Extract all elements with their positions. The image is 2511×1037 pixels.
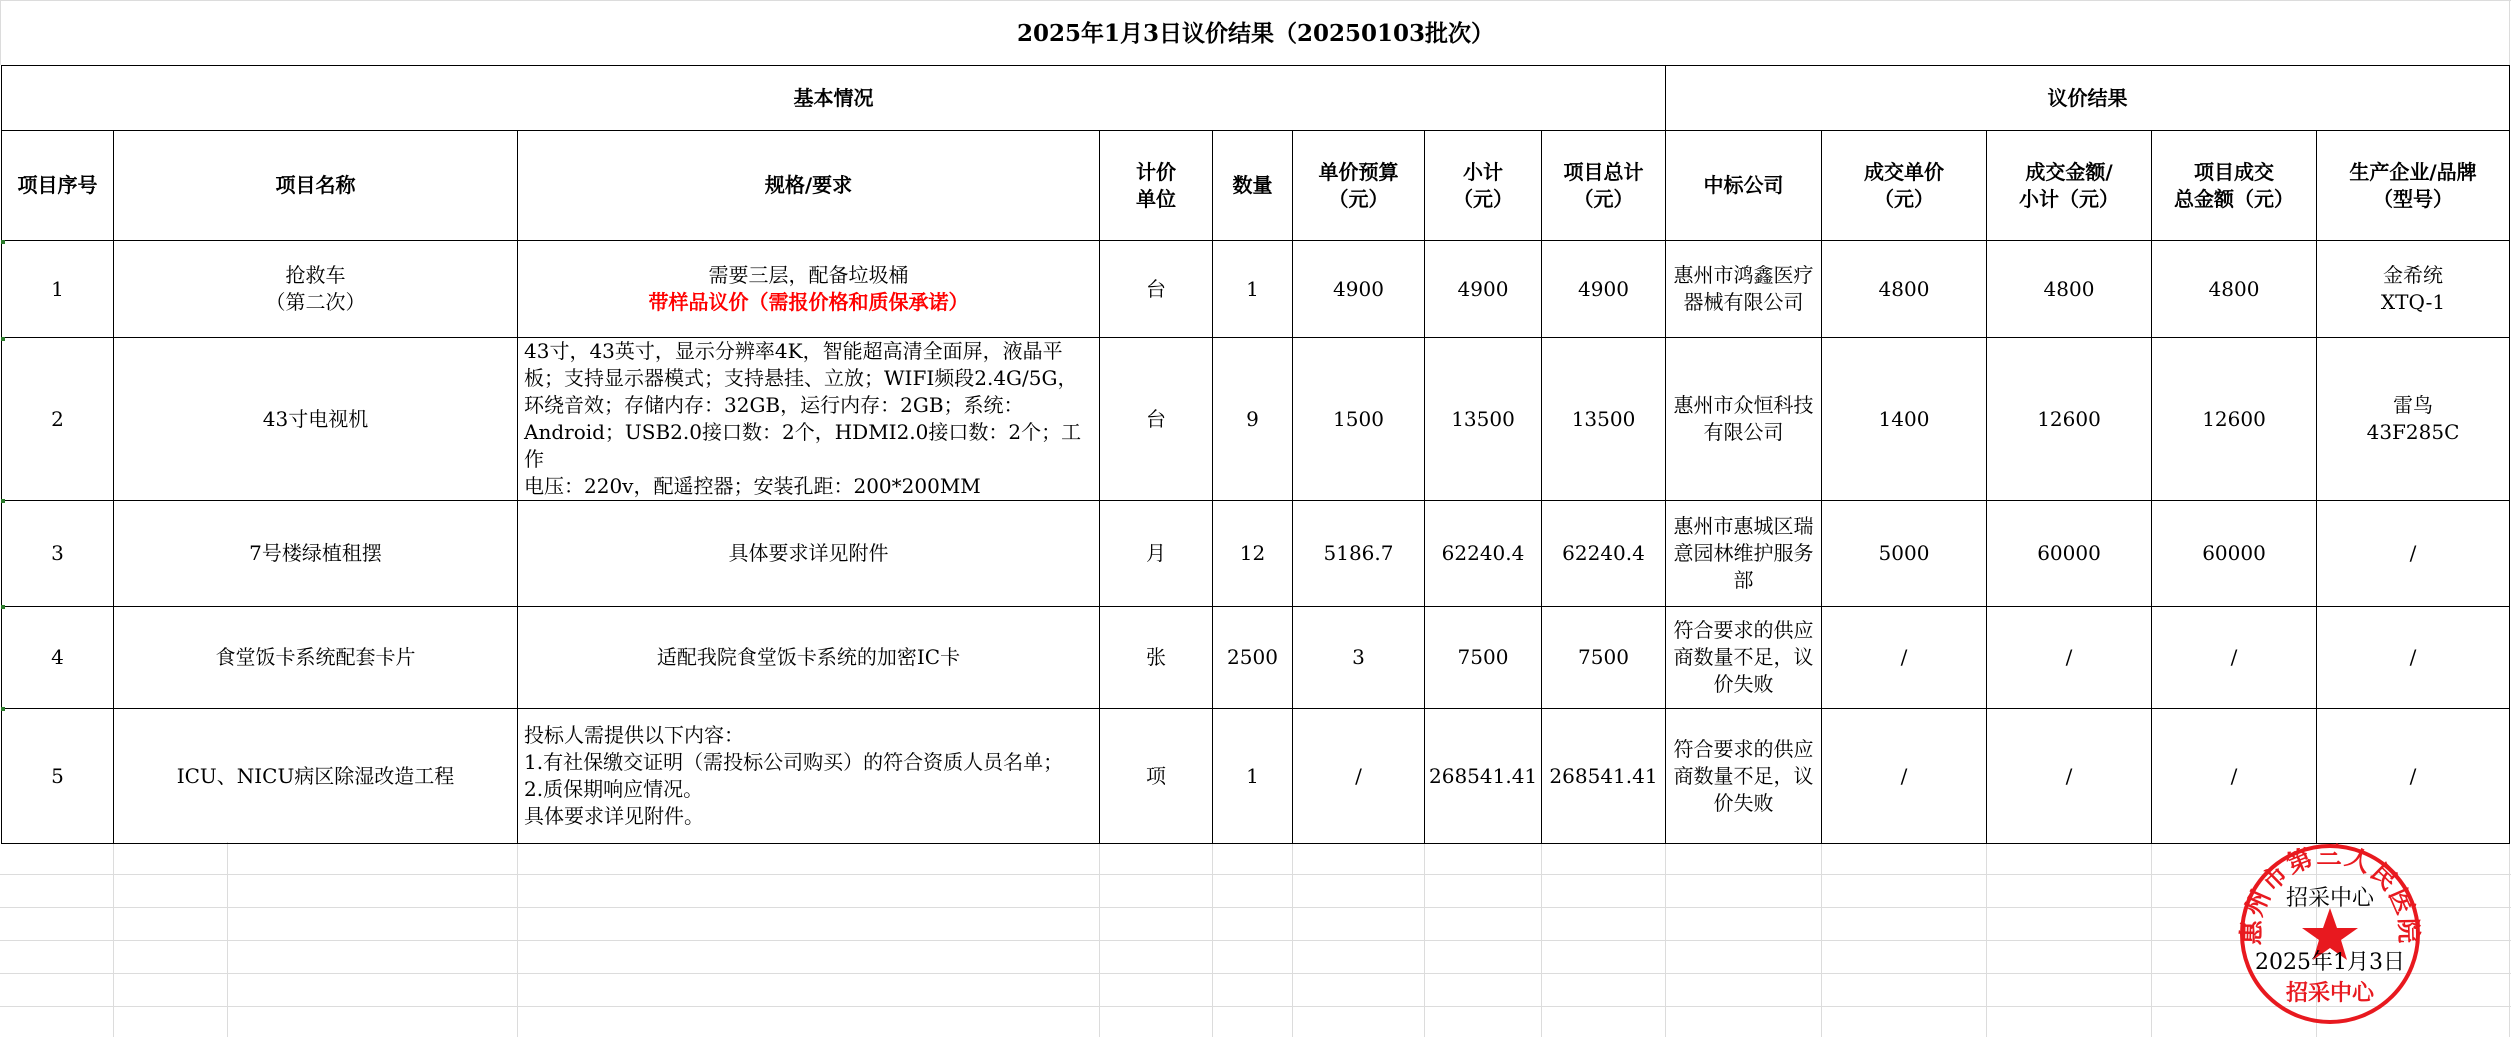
- spec-line: 环绕音效；存储内存：32GB，运行内存：2GB；系统：: [524, 393, 1024, 417]
- col-header-unit-l2: 单位: [1136, 186, 1176, 211]
- cell-deal-total: 4800: [2152, 241, 2317, 338]
- col-header-no: 项目序号: [2, 131, 114, 241]
- cell-spec: [518, 241, 1100, 338]
- cell-budget: /: [1293, 709, 1425, 844]
- spec-line: 电压：220v，配遥控器；安装孔距：200*200MM: [524, 474, 981, 498]
- cell-name-l2: （第二次）: [265, 290, 366, 314]
- comment-marker-icon: [1, 605, 5, 609]
- cell-qty: 1: [1213, 241, 1293, 338]
- cell-winner-l3: 部: [1733, 568, 1754, 592]
- cell-deal-amount: 4800: [1987, 241, 2152, 338]
- sample-bargain-note: 带样品议价（需报价格和质保承诺）: [648, 290, 969, 314]
- seal-graphic: [2236, 840, 2424, 1028]
- cell-subtotal: 268541.41: [1425, 709, 1542, 844]
- cell-deal-price: /: [1822, 709, 1987, 844]
- cell-deal-amount: /: [1987, 607, 2152, 709]
- cell-name: [114, 241, 518, 338]
- cell-deal-amount: 60000: [1987, 501, 2152, 607]
- cell-winner: [1666, 709, 1822, 844]
- cell-winner: [1666, 607, 1822, 709]
- cell-qty: 9: [1213, 338, 1293, 501]
- page-title: 2025年1月3日议价结果（20250103批次）: [1016, 20, 1495, 47]
- col-header-deal-total-l1: 项目成交: [2194, 159, 2274, 184]
- cell-qty: 2500: [1213, 607, 1293, 709]
- cell-deal-price: 5000: [1822, 501, 1987, 607]
- col-header-budget-l1: 单价预算: [1318, 159, 1399, 184]
- cell-brand-l2: 43F285C: [2366, 420, 2460, 444]
- cell-brand: [2317, 338, 2510, 501]
- cell-no: 3: [2, 501, 114, 607]
- table-row: [2, 709, 2510, 844]
- col-header-total-l1: 项目总计: [1563, 159, 1644, 184]
- col-header-deal-total-l2: 总金额（元）: [2174, 186, 2294, 211]
- col-header-spec: 规格/要求: [518, 131, 1100, 241]
- cell-unit: 月: [1100, 501, 1213, 607]
- cell-name: 43寸电视机: [114, 338, 518, 501]
- cell-spec: 具体要求详见附件: [518, 501, 1100, 607]
- cell-winner: [1666, 338, 1822, 501]
- cell-qty: 1: [1213, 709, 1293, 844]
- cell-brand: /: [2317, 607, 2510, 709]
- cell-winner-l3: 价失败: [1713, 672, 1774, 696]
- cell-total: 7500: [1542, 607, 1666, 709]
- col-header-deal-total: [2152, 131, 2317, 241]
- cell-spec: [518, 709, 1100, 844]
- cell-deal-total: /: [2152, 607, 2317, 709]
- col-header-winner: 中标公司: [1666, 131, 1822, 241]
- cell-winner-l1: 惠州市惠城区瑞: [1673, 514, 1814, 538]
- col-header-budget: [1293, 131, 1425, 241]
- bargaining-result-table: [1, 65, 2510, 844]
- col-header-name: 项目名称: [114, 131, 518, 241]
- col-header-deal-price-l2: （元）: [1874, 186, 1934, 211]
- cell-no: 2: [2, 338, 114, 501]
- cell-brand-l1: 雷鸟: [2393, 393, 2433, 417]
- col-header-subtotal-l2: （元）: [1453, 186, 1513, 211]
- cell-brand-l2: XTQ-1: [2380, 290, 2446, 314]
- spec-line: Android；USB2.0接口数：2个，HDMI2.0接口数：2个；工作: [524, 420, 1082, 471]
- comment-marker-icon: [1, 499, 5, 503]
- col-header-deal-amount-l2: 小计（元）: [2019, 186, 2119, 211]
- col-header-deal-amount: [1987, 131, 2152, 241]
- seal-date: 2025年1月3日: [2255, 950, 2405, 975]
- cell-subtotal: 13500: [1425, 338, 1542, 501]
- group-result-header: 议价结果: [1666, 66, 2510, 131]
- group-basic-header: 基本情况: [2, 66, 1666, 131]
- cell-name: ICU、NICU病区除湿改造工程: [114, 709, 518, 844]
- cell-brand: /: [2317, 709, 2510, 844]
- comment-marker-icon: [1, 707, 5, 711]
- col-header-total-l2: （元）: [1573, 186, 1634, 211]
- cell-winner-l2: 商数量不足，议: [1673, 645, 1814, 669]
- cell-total: 13500: [1542, 338, 1666, 501]
- spec-line: 板；支持显示器模式；支持悬挂、立放；WIFI频段2.4G/5G，: [524, 366, 1078, 390]
- col-header-subtotal-l1: 小计: [1463, 159, 1503, 184]
- cell-no: 1: [2, 241, 114, 338]
- cell-spec: [518, 338, 1100, 501]
- table-row: [2, 241, 2510, 338]
- spec-line: 43寸，43英寸，显示分辨率4K，智能超高清全面屏，液晶平: [524, 339, 1063, 363]
- col-header-brand-l1: 生产企业/品牌: [2349, 159, 2477, 184]
- cell-total: 4900: [1542, 241, 1666, 338]
- cell-spec: 适配我院食堂饭卡系统的加密IC卡: [518, 607, 1100, 709]
- cell-brand-l1: 金希统: [2383, 263, 2443, 287]
- column-header-row: [2, 131, 2510, 241]
- col-header-deal-price: [1822, 131, 1987, 241]
- cell-winner-l1: 惠州市众恒科技: [1673, 393, 1814, 417]
- comment-marker-icon: [1, 240, 5, 244]
- cell-deal-total: /: [2152, 709, 2317, 844]
- cell-total: 268541.41: [1542, 709, 1666, 844]
- col-header-total: [1542, 131, 1666, 241]
- spec-line: 2.质保期响应情况。: [524, 777, 704, 801]
- seal-ring-text: 惠州市第三人民医院: [2236, 840, 2424, 946]
- cell-deal-total: 12600: [2152, 338, 2317, 501]
- spec-line: 投标人需提供以下内容：: [524, 723, 744, 747]
- cell-winner-l2: 器械有限公司: [1683, 290, 1804, 314]
- table-row: [2, 338, 2510, 501]
- seal-label: 招采中心: [2285, 886, 2374, 911]
- cell-spec-l1: 需要三层，配备垃圾桶: [708, 263, 909, 287]
- cell-deal-price: 1400: [1822, 338, 1987, 501]
- cell-unit: 台: [1100, 241, 1213, 338]
- cell-winner-l3: 价失败: [1713, 790, 1774, 815]
- cell-winner: [1666, 241, 1822, 338]
- cell-winner-l1: 符合要求的供应: [1673, 736, 1814, 761]
- cell-budget: 1500: [1293, 338, 1425, 501]
- cell-winner-l2: 有限公司: [1703, 420, 1784, 444]
- official-seal: [2236, 840, 2424, 1028]
- cell-name: 7号楼绿植租摆: [114, 501, 518, 607]
- cell-deal-amount: /: [1987, 709, 2152, 844]
- col-header-deal-price-l1: 成交单价: [1864, 159, 1944, 184]
- cell-budget: 5186.7: [1293, 501, 1425, 607]
- cell-deal-price: /: [1822, 607, 1987, 709]
- cell-total: 62240.4: [1542, 501, 1666, 607]
- col-header-subtotal: [1425, 131, 1542, 241]
- cell-no: 5: [2, 709, 114, 844]
- table-row: [2, 607, 2510, 709]
- cell-winner: [1666, 501, 1822, 607]
- comment-marker-icon: [1, 337, 5, 341]
- col-header-unit-l1: 计价: [1136, 159, 1176, 184]
- cell-deal-total: 60000: [2152, 501, 2317, 607]
- cell-qty: 12: [1213, 501, 1293, 607]
- spec-line: 1.有社保缴交证明（需投标公司购买）的符合资质人员名单；: [524, 750, 1064, 774]
- col-header-qty: 数量: [1213, 131, 1293, 241]
- cell-deal-price: 4800: [1822, 241, 1987, 338]
- col-header-unit: [1100, 131, 1213, 241]
- cell-subtotal: 7500: [1425, 607, 1542, 709]
- col-header-brand: [2317, 131, 2510, 241]
- group-header-row: [2, 66, 2510, 131]
- cell-brand: /: [2317, 501, 2510, 607]
- cell-name-l1: 抢救车: [285, 263, 346, 287]
- cell-subtotal: 62240.4: [1425, 501, 1542, 607]
- col-header-brand-l2: （型号）: [2373, 186, 2453, 211]
- cell-winner-l2: 意园林维护服务: [1673, 541, 1814, 565]
- cell-unit: 台: [1100, 338, 1213, 501]
- cell-unit: 张: [1100, 607, 1213, 709]
- cell-name: 食堂饭卡系统配套卡片: [114, 607, 518, 709]
- spec-line: 具体要求详见附件。: [524, 804, 704, 828]
- seal-bottom-text: 招采中心: [2285, 980, 2375, 1006]
- cell-no: 4: [2, 607, 114, 709]
- cell-winner-l2: 商数量不足，议: [1673, 763, 1814, 788]
- cell-brand: [2317, 241, 2510, 338]
- cell-deal-amount: 12600: [1987, 338, 2152, 501]
- cell-winner-l1: 符合要求的供应: [1673, 618, 1814, 642]
- cell-unit: 项: [1100, 709, 1213, 844]
- col-header-deal-amount-l1: 成交金额/: [2025, 159, 2113, 184]
- cell-subtotal: 4900: [1425, 241, 1542, 338]
- cell-budget: 3: [1293, 607, 1425, 709]
- table-row: [2, 501, 2510, 607]
- cell-budget: 4900: [1293, 241, 1425, 338]
- col-header-budget-l2: （元）: [1328, 186, 1389, 211]
- cell-winner-l1: 惠州市鸿鑫医疗: [1673, 263, 1814, 287]
